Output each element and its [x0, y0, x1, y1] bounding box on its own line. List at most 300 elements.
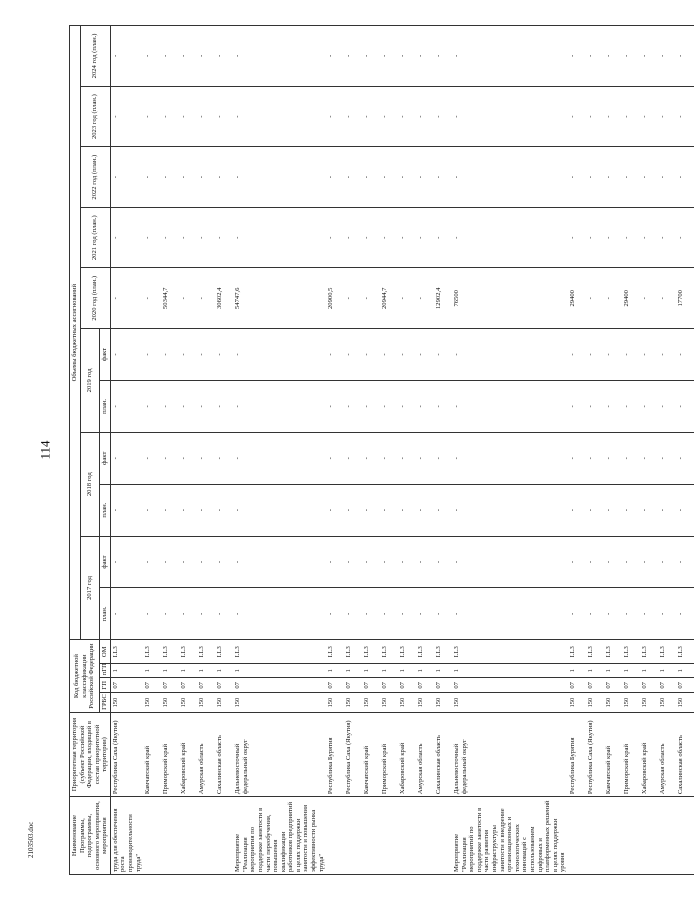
header-2018-fact: факт — [100, 432, 111, 484]
cell-value: - — [398, 432, 416, 484]
cell-value: - — [110, 86, 143, 147]
header-2023: 2023 год (план.) — [80, 86, 110, 147]
cell-value: - — [110, 432, 143, 484]
cell-value: - — [197, 536, 215, 588]
cell-value: - — [362, 380, 380, 432]
header-2018: 2018 год — [80, 432, 100, 536]
cell-value: - — [197, 26, 215, 87]
cell-value: - — [568, 432, 586, 484]
cell-value: - — [179, 380, 197, 432]
cell-gp: 07 — [326, 678, 344, 693]
cell-pgp: 1 — [586, 664, 604, 678]
cell-value: 76500 — [452, 268, 568, 329]
cell-value: - — [161, 147, 179, 208]
cell-value: - — [568, 147, 586, 208]
cell-value: - — [676, 26, 694, 87]
table-row — [622, 26, 640, 875]
header-2017-plan: план. — [100, 588, 111, 640]
cell-value: - — [586, 329, 604, 381]
cell-value: - — [380, 380, 398, 432]
cell-grbs: 150 — [197, 693, 215, 712]
cell-name: Мероприятие "Реализация мероприятий по поддержке занятости в части развития инфраструктуры занятости и внедрение организационных и технологических инноваций с использованием цифровых и платформенных решений в целях поддержки уровня — [452, 797, 568, 875]
page-number: 114 — [37, 440, 53, 460]
cell-value: - — [416, 432, 434, 484]
cell-gp: 07 — [452, 678, 568, 693]
cell-om: I.L3 — [179, 640, 197, 664]
cell-gp: 07 — [676, 678, 694, 693]
cell-value: - — [179, 432, 197, 484]
cell-value: - — [398, 86, 416, 147]
cell-value: - — [622, 26, 640, 87]
cell-gp: 07 — [640, 678, 658, 693]
cell-value: - — [197, 432, 215, 484]
cell-name — [215, 797, 233, 875]
cell-value: - — [398, 536, 416, 588]
cell-value: - — [215, 588, 233, 640]
cell-grbs: 150 — [640, 693, 658, 712]
cell-territory: Камчатский край — [143, 712, 161, 796]
cell-value: 50344,7 — [161, 268, 179, 329]
cell-value: - — [143, 432, 161, 484]
cell-value: - — [568, 380, 586, 432]
cell-value: 20900,5 — [326, 268, 344, 329]
cell-value: - — [452, 588, 568, 640]
cell-value: - — [197, 484, 215, 536]
cell-value: - — [622, 432, 640, 484]
cell-value: - — [434, 484, 452, 536]
cell-value: - — [622, 536, 640, 588]
cell-value: - — [197, 147, 215, 208]
budget-table — [69, 25, 694, 875]
table-row — [676, 26, 694, 875]
cell-gp: 07 — [344, 678, 362, 693]
table-row — [344, 26, 362, 875]
table-row — [143, 26, 161, 875]
cell-value: - — [197, 329, 215, 381]
table-row — [416, 26, 434, 875]
cell-name — [380, 797, 398, 875]
cell-pgp: 1 — [380, 664, 398, 678]
cell-value: - — [658, 207, 676, 268]
cell-gp: 07 — [110, 678, 143, 693]
cell-value: - — [622, 207, 640, 268]
cell-grbs: 150 — [380, 693, 398, 712]
cell-value: - — [215, 147, 233, 208]
cell-value: - — [110, 268, 143, 329]
cell-territory: Сахалинская область — [434, 712, 452, 796]
cell-value: - — [586, 147, 604, 208]
cell-name — [161, 797, 179, 875]
cell-value: - — [452, 26, 568, 87]
cell-value: - — [604, 207, 622, 268]
header-2019-plan: план. — [100, 380, 111, 432]
cell-value: - — [640, 380, 658, 432]
cell-gp: 07 — [434, 678, 452, 693]
cell-value: - — [161, 588, 179, 640]
cell-value: - — [344, 268, 362, 329]
cell-territory: Республика Бурятия — [568, 712, 586, 796]
header-2017-fact: факт — [100, 536, 111, 588]
cell-value: - — [233, 536, 326, 588]
cell-value: - — [434, 432, 452, 484]
cell-name — [604, 797, 622, 875]
cell-value: - — [604, 432, 622, 484]
cell-value: - — [658, 484, 676, 536]
cell-gp: 07 — [416, 678, 434, 693]
cell-value: - — [640, 268, 658, 329]
cell-territory: Сахалинская область — [676, 712, 694, 796]
cell-value: - — [676, 329, 694, 381]
cell-value: - — [326, 432, 344, 484]
cell-value: - — [179, 484, 197, 536]
cell-value: - — [143, 380, 161, 432]
cell-value: - — [568, 86, 586, 147]
cell-value: - — [215, 329, 233, 381]
cell-value: - — [344, 147, 362, 208]
cell-value: - — [344, 484, 362, 536]
cell-value: - — [215, 484, 233, 536]
cell-value: - — [197, 268, 215, 329]
cell-value: - — [143, 268, 161, 329]
cell-value: - — [110, 588, 143, 640]
cell-value: - — [179, 26, 197, 87]
cell-name — [344, 797, 362, 875]
cell-gp: 07 — [362, 678, 380, 693]
cell-territory: Хабаровский край — [398, 712, 416, 796]
cell-om: I.L3 — [380, 640, 398, 664]
cell-value: - — [143, 484, 161, 536]
cell-value: - — [179, 536, 197, 588]
cell-value: - — [179, 86, 197, 147]
cell-value: - — [179, 207, 197, 268]
cell-value: - — [233, 588, 326, 640]
cell-om: I.L3 — [215, 640, 233, 664]
cell-value: - — [658, 588, 676, 640]
cell-value: - — [110, 484, 143, 536]
cell-value: - — [110, 147, 143, 208]
cell-value: - — [676, 536, 694, 588]
cell-value: - — [362, 536, 380, 588]
cell-value: - — [676, 588, 694, 640]
cell-territory: Амурская область — [197, 712, 215, 796]
cell-value: - — [452, 86, 568, 147]
header-2019-fact: факт — [100, 329, 111, 381]
cell-value: - — [604, 588, 622, 640]
cell-territory: Дальневосточный федеральный округ — [233, 712, 326, 796]
cell-value: - — [568, 536, 586, 588]
cell-value: - — [416, 329, 434, 381]
cell-value: - — [326, 147, 344, 208]
cell-territory: Амурская область — [416, 712, 434, 796]
cell-grbs: 150 — [622, 693, 640, 712]
cell-value: - — [161, 432, 179, 484]
cell-value: - — [362, 26, 380, 87]
table-row — [110, 26, 143, 875]
cell-value: - — [110, 26, 143, 87]
cell-value: - — [658, 147, 676, 208]
cell-name — [640, 797, 658, 875]
cell-value: - — [398, 329, 416, 381]
cell-value: - — [362, 268, 380, 329]
cell-value: - — [604, 147, 622, 208]
cell-value: - — [604, 26, 622, 87]
cell-gp: 07 — [568, 678, 586, 693]
cell-name — [568, 797, 586, 875]
cell-value: - — [622, 380, 640, 432]
cell-value: - — [326, 329, 344, 381]
table-row — [640, 26, 658, 875]
budget-table-rotated — [69, 25, 684, 875]
cell-value: 17700 — [676, 268, 694, 329]
cell-pgp: 1 — [362, 664, 380, 678]
cell-grbs: 150 — [344, 693, 362, 712]
cell-value: - — [143, 588, 161, 640]
cell-value: - — [344, 26, 362, 87]
cell-value: - — [434, 26, 452, 87]
cell-value: - — [434, 588, 452, 640]
cell-value: - — [434, 147, 452, 208]
cell-value: - — [676, 380, 694, 432]
cell-value: - — [658, 432, 676, 484]
cell-gp: 07 — [179, 678, 197, 693]
cell-name — [658, 797, 676, 875]
cell-pgp: 1 — [568, 664, 586, 678]
cell-value: 29400 — [568, 268, 586, 329]
cell-value: - — [326, 86, 344, 147]
table-row — [452, 26, 568, 875]
cell-value: - — [215, 207, 233, 268]
cell-value: - — [416, 380, 434, 432]
cell-value: - — [362, 207, 380, 268]
cell-value: - — [362, 588, 380, 640]
cell-value: - — [604, 268, 622, 329]
cell-value: 54747,6 — [233, 268, 326, 329]
cell-grbs: 150 — [326, 693, 344, 712]
cell-pgp: 1 — [197, 664, 215, 678]
cell-value: - — [344, 329, 362, 381]
cell-value: - — [640, 588, 658, 640]
cell-value: - — [344, 536, 362, 588]
cell-value: - — [622, 86, 640, 147]
cell-value: - — [568, 484, 586, 536]
cell-value: - — [380, 536, 398, 588]
header-om: ОМ — [100, 640, 111, 664]
cell-value: - — [568, 588, 586, 640]
cell-gp: 07 — [143, 678, 161, 693]
cell-value: - — [110, 207, 143, 268]
cell-value: - — [416, 536, 434, 588]
table-row — [215, 26, 233, 875]
cell-value: 20944,7 — [380, 268, 398, 329]
cell-value: - — [586, 484, 604, 536]
cell-value: - — [233, 147, 326, 208]
cell-value: - — [233, 26, 326, 87]
cell-value: - — [622, 147, 640, 208]
cell-value: - — [233, 86, 326, 147]
cell-value: - — [380, 329, 398, 381]
cell-territory: Хабаровский край — [179, 712, 197, 796]
cell-value: - — [380, 432, 398, 484]
cell-om: I.L3 — [362, 640, 380, 664]
cell-om: I.L3 — [233, 640, 326, 664]
cell-value: - — [233, 329, 326, 381]
cell-value: - — [622, 329, 640, 381]
table-body — [110, 26, 693, 875]
cell-value: - — [326, 207, 344, 268]
cell-name — [398, 797, 416, 875]
cell-om: I.L3 — [604, 640, 622, 664]
cell-value: - — [658, 268, 676, 329]
cell-value: - — [586, 432, 604, 484]
table-row — [179, 26, 197, 875]
cell-grbs: 150 — [161, 693, 179, 712]
cell-gp: 07 — [161, 678, 179, 693]
document-id: 2103503.doc — [27, 821, 35, 858]
cell-value: - — [586, 86, 604, 147]
table-row — [568, 26, 586, 875]
cell-value: - — [640, 536, 658, 588]
cell-grbs: 150 — [586, 693, 604, 712]
cell-value: - — [380, 588, 398, 640]
cell-value: - — [398, 26, 416, 87]
cell-value: - — [215, 536, 233, 588]
cell-value: - — [161, 484, 179, 536]
cell-value: - — [434, 207, 452, 268]
cell-value: - — [586, 380, 604, 432]
table-row — [362, 26, 380, 875]
cell-om: I.L3 — [622, 640, 640, 664]
cell-value: - — [380, 207, 398, 268]
cell-om: I.L3 — [434, 640, 452, 664]
cell-value: - — [143, 147, 161, 208]
cell-value: - — [161, 329, 179, 381]
cell-value: - — [398, 207, 416, 268]
cell-value: - — [398, 147, 416, 208]
cell-gp: 07 — [604, 678, 622, 693]
cell-gp: 07 — [197, 678, 215, 693]
cell-pgp: 1 — [640, 664, 658, 678]
cell-value: - — [143, 329, 161, 381]
cell-name — [362, 797, 380, 875]
cell-value: - — [676, 147, 694, 208]
cell-om: I.L3 — [110, 640, 143, 664]
cell-value: - — [640, 147, 658, 208]
cell-value: - — [568, 207, 586, 268]
cell-value: - — [676, 432, 694, 484]
cell-value: - — [326, 484, 344, 536]
header-pgp: пГП — [100, 664, 111, 678]
cell-territory: Республика Бурятия — [326, 712, 344, 796]
cell-value: - — [604, 484, 622, 536]
cell-value: - — [197, 380, 215, 432]
cell-value: - — [452, 147, 568, 208]
header-2018-plan: план. — [100, 484, 111, 536]
table-row — [161, 26, 179, 875]
header-2024: 2024 год (план.) — [80, 26, 110, 87]
cell-value: - — [658, 536, 676, 588]
cell-value: - — [233, 484, 326, 536]
cell-value: - — [452, 536, 568, 588]
cell-territory: Камчатский край — [604, 712, 622, 796]
cell-pgp: 1 — [110, 664, 143, 678]
cell-value: - — [434, 380, 452, 432]
cell-grbs: 150 — [452, 693, 568, 712]
cell-pgp: 1 — [326, 664, 344, 678]
cell-pgp: 1 — [604, 664, 622, 678]
cell-value: - — [380, 147, 398, 208]
cell-value: - — [398, 484, 416, 536]
cell-name — [676, 797, 694, 875]
cell-value: - — [161, 380, 179, 432]
cell-value: - — [604, 329, 622, 381]
table-row — [326, 26, 344, 875]
cell-value: - — [568, 329, 586, 381]
cell-value: - — [452, 380, 568, 432]
cell-value: - — [622, 588, 640, 640]
cell-value: - — [215, 86, 233, 147]
cell-value: - — [215, 432, 233, 484]
cell-value: - — [344, 432, 362, 484]
cell-territory: Республика Саха (Якутия) — [110, 712, 143, 796]
cell-value: - — [398, 380, 416, 432]
cell-value: - — [658, 380, 676, 432]
cell-value: - — [604, 380, 622, 432]
cell-value: - — [326, 380, 344, 432]
cell-value: - — [233, 380, 326, 432]
cell-pgp: 1 — [344, 664, 362, 678]
cell-gp: 07 — [380, 678, 398, 693]
cell-om: I.L3 — [398, 640, 416, 664]
cell-pgp: 1 — [416, 664, 434, 678]
cell-grbs: 150 — [398, 693, 416, 712]
table-row — [197, 26, 215, 875]
cell-value: - — [586, 207, 604, 268]
cell-grbs: 150 — [110, 693, 143, 712]
cell-value: - — [344, 588, 362, 640]
header-name: Наименование Программы, подпрограммы, основного мероприятия, мероприятия — [70, 797, 111, 875]
cell-value: - — [143, 536, 161, 588]
cell-value: - — [640, 432, 658, 484]
header-2022: 2022 год (план.) — [80, 147, 110, 208]
header-grbs: ГРБС — [100, 693, 111, 712]
cell-value: - — [658, 86, 676, 147]
cell-gp: 07 — [658, 678, 676, 693]
cell-value: - — [586, 26, 604, 87]
cell-value: - — [380, 86, 398, 147]
cell-territory: Камчатский край — [362, 712, 380, 796]
cell-value: - — [233, 432, 326, 484]
table-row — [434, 26, 452, 875]
cell-territory: Приморский край — [622, 712, 640, 796]
cell-pgp: 1 — [161, 664, 179, 678]
cell-pgp: 1 — [398, 664, 416, 678]
cell-value: - — [416, 484, 434, 536]
header-2019: 2019 год — [80, 329, 100, 433]
cell-value: - — [179, 588, 197, 640]
cell-name — [416, 797, 434, 875]
cell-grbs: 150 — [143, 693, 161, 712]
cell-value: - — [344, 86, 362, 147]
cell-value: - — [344, 207, 362, 268]
cell-value: - — [215, 26, 233, 87]
cell-name — [143, 797, 161, 875]
cell-value: - — [161, 86, 179, 147]
cell-om: I.L3 — [568, 640, 586, 664]
cell-value: - — [434, 86, 452, 147]
cell-value: - — [416, 147, 434, 208]
cell-value: - — [676, 484, 694, 536]
cell-value: - — [380, 26, 398, 87]
